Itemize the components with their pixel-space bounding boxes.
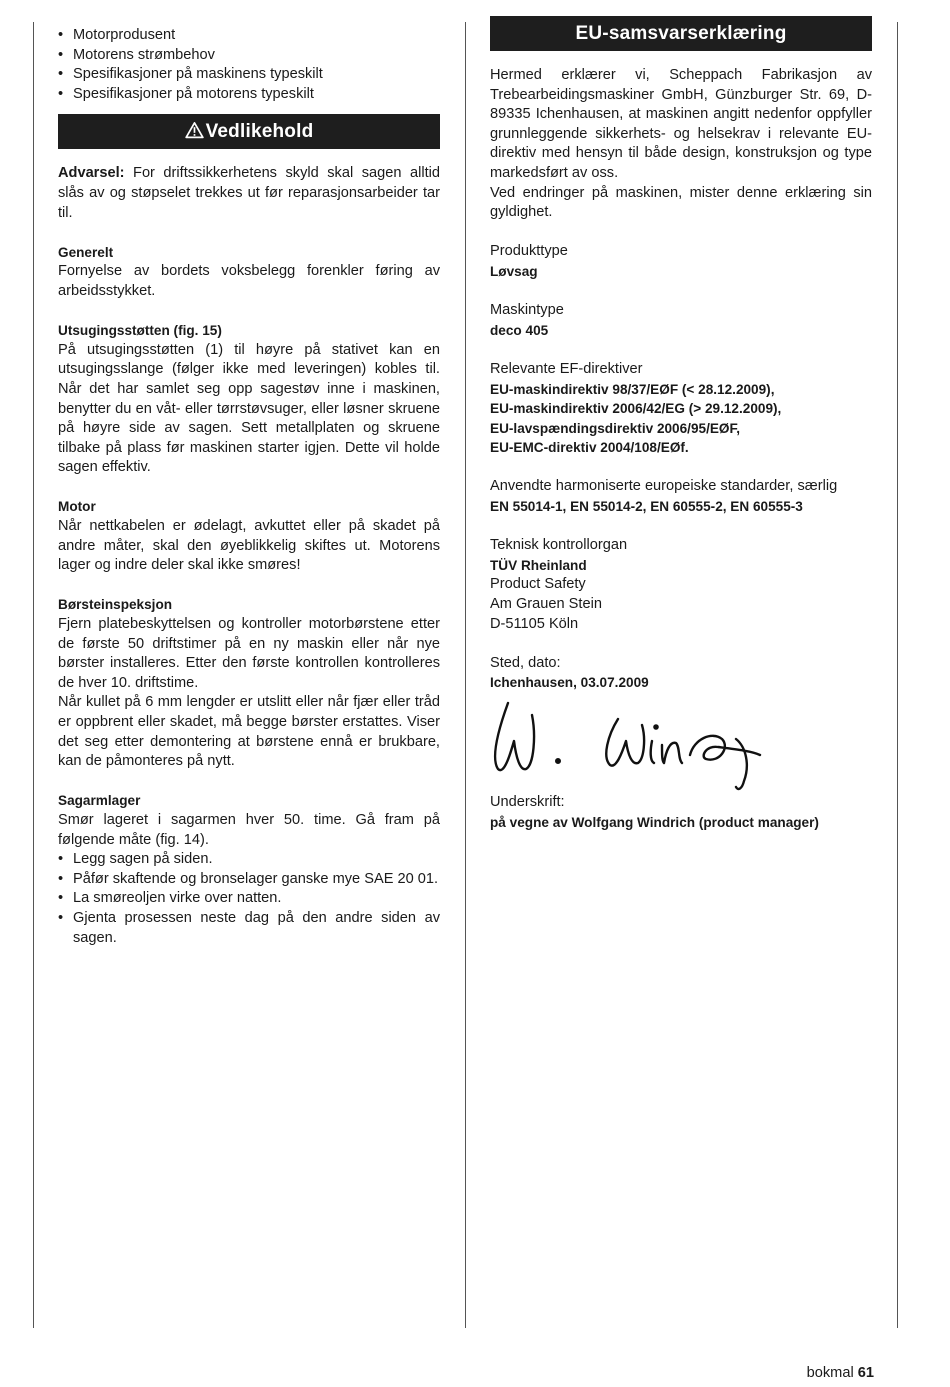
list-item: • Legg sagen på siden. xyxy=(58,851,213,868)
machine-type-value: deco 405 xyxy=(490,322,549,338)
eu-declaration-banner xyxy=(490,16,872,51)
inspection-address-line: D-51105 Köln xyxy=(490,615,579,632)
brush-text-2: Når kullet på 6 mm lengder er utslitt eller når fjær eller tråd er oppbrent eller skadet, må begge børster erstattes. Viser det seg etter demontering at børstene ennå er brukbare, kan de påmonteres på nytt. xyxy=(58,694,440,770)
right-column xyxy=(490,16,872,832)
list-item: • Spesifikasjoner på motorens typeskilt xyxy=(58,85,314,102)
warning-label: Advarsel: xyxy=(58,165,125,182)
declaration-intro: Hermed erklærer vi, Scheppach Fabrikasjon av Trebearbeidingsmaskiner GmbH, Günzburger Str. 69, D-89335 Ichenhausen, at maskinen angitt nedenfor oppfyller grunnleggende sikkerhets- og helsekrav i relevante EU-direktiv med hensyn til både design, konstruksjon og type markedsført av oss. xyxy=(490,67,872,181)
list-item: • Motorprodusent xyxy=(58,27,176,43)
general-text: Fornyelse av bordets voksbelegg forenkler føring av arbeidsstykket. xyxy=(58,263,440,299)
directive-item: EU-maskindirektiv 2006/42/EG (> 29.12.2009), xyxy=(490,401,782,417)
inspection-address-line: Product Safety xyxy=(490,576,586,593)
column-divider-rule xyxy=(465,22,466,1328)
signature-value: på vegne av Wolfgang Windrich (product manager) xyxy=(490,814,819,830)
arm-text: Smør lageret i sagarmen hver 50. time. Gå fram på følgende måte (fig. 14). xyxy=(58,811,440,848)
brush-heading: Børsteinspeksjon xyxy=(58,597,173,613)
right-border-rule xyxy=(897,22,898,1328)
warning-triangle-icon xyxy=(185,121,204,139)
directive-item: EU-EMC-direktiv 2004/108/EØf. xyxy=(490,440,689,456)
brush-text-1: Fjern platebeskyttelsen og kontroller motorbørstene etter de første 50 driftstimer på en ny maskin eller når nye børster installeres. Etter den første kontrollen kontrolleres de hver 10. driftstime. xyxy=(58,616,440,691)
place-date-label: Sted, dato: xyxy=(490,654,561,671)
left-column xyxy=(58,26,440,948)
list-item: • La smøreoljen virke over natten. xyxy=(58,890,282,907)
standards-value: EN 55014-1, EN 55014-2, EN 60555-2, EN 60555-3 xyxy=(490,499,803,515)
directive-item: EU-maskindirektiv 98/37/EØF (< 28.12.2009), xyxy=(490,381,775,397)
general-heading: Generelt xyxy=(58,244,114,260)
arm-heading: Sagarmlager xyxy=(58,793,141,809)
warning-paragraph xyxy=(58,164,440,223)
motor-heading: Motor xyxy=(58,499,96,515)
list-item: • Gjenta prosessen neste dag på den andre siden av sagen. xyxy=(58,909,440,946)
left-border-rule xyxy=(33,22,34,1328)
footer-language: bokmal xyxy=(806,1365,854,1381)
signature-label: Underskrift: xyxy=(490,794,565,810)
inspection-label: Teknisk kontrollorgan xyxy=(490,537,628,554)
standards-label: Anvendte harmoniserte europeiske standarder, særlig xyxy=(490,478,838,495)
directive-item: EU-lavspændingsdirektiv 2006/95/EØF, xyxy=(490,420,741,436)
extraction-heading: Utsugingsstøtten (fig. 15) xyxy=(58,323,222,339)
product-type-label: Produkttype xyxy=(490,243,568,260)
list-item: • Påfør skaftende og bronselager ganske mye SAE 20 01. xyxy=(58,870,439,887)
directives-label: Relevante EF-direktiver xyxy=(490,360,643,377)
inspection-address-line: Am Grauen Stein xyxy=(490,596,602,613)
handwritten-signature xyxy=(490,695,820,795)
list-item: • Motorens strømbehov xyxy=(58,46,215,63)
list-item: • Spesifikasjoner på maskinens typeskilt xyxy=(58,66,323,83)
motor-text: Når nettkabelen er ødelagt, avkuttet eller på skadet på andre måter, skal den øyeblikkelig skiftes ut. Motorens lager og indre deler skal ikke smøres! xyxy=(58,518,440,574)
lubrication-steps-list xyxy=(58,850,440,948)
page-footer xyxy=(807,1364,874,1384)
machine-type-label: Maskintype xyxy=(490,302,564,319)
warning-text: For driftssikkerhetens skyld skal sagen alltid slås av og støpselet trekkes ut før reparasjonsarbeider tar til. xyxy=(58,165,440,221)
inspection-name: TÜV Rheinland xyxy=(490,557,587,573)
maintenance-banner xyxy=(58,114,440,149)
eu-declaration-title: EU-samsvarserklæring xyxy=(575,23,787,44)
place-date-value: Ichenhausen, 03.07.2009 xyxy=(490,675,649,691)
page-number: 61 xyxy=(857,1365,874,1381)
identification-list xyxy=(58,26,440,104)
maintenance-title: Vedlikehold xyxy=(205,121,314,143)
product-type-value: Løvsag xyxy=(490,263,538,279)
declaration-validity: Ved endringer på maskinen, mister denne erklæring sin gyldighet. xyxy=(490,184,872,221)
extraction-text: På utsugingsstøtten (1) til høyre på stativet kan en utsugingsslange (følger ikke med leveringen) kobles til. Når det har samlet seg opp sagestøv inne i maskinen, benytter du en våt- eller tørrstøvsuger, eller løsner skruene på høyre side av sagen. Sett metallplaten og skruene tilbake på plass før maskinen starter igjen. Dette vil holde sagen effektiv. xyxy=(58,341,440,476)
